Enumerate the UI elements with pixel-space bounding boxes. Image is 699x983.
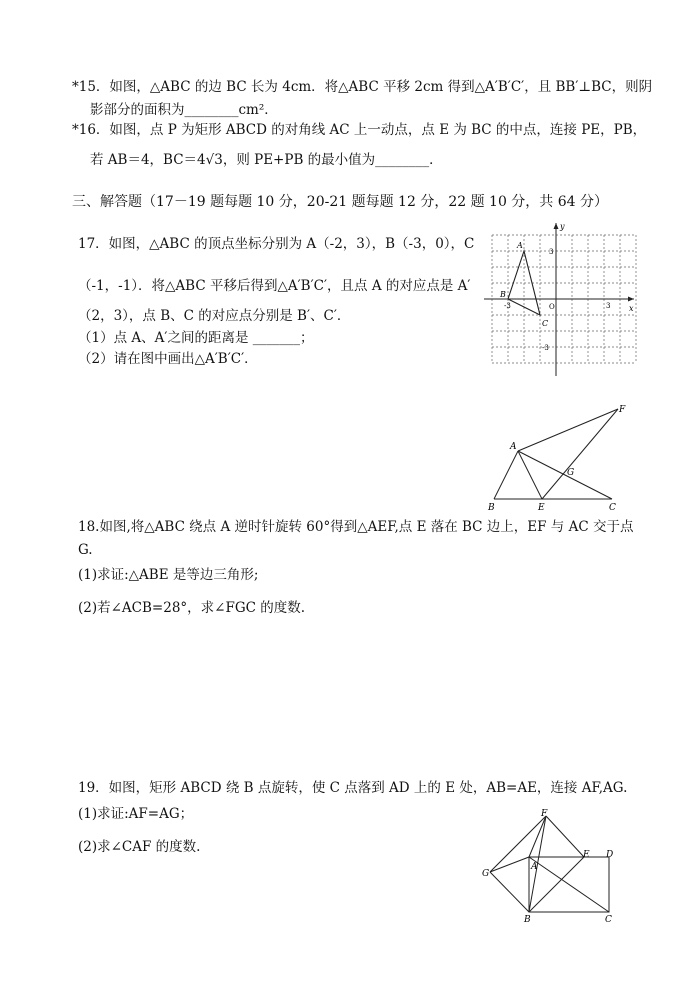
- q17-coordinate-grid-figure: [478, 218, 640, 378]
- segment-ga: [490, 857, 529, 872]
- q16-line2: 若 AB＝4，BC＝4√3，则 PE+PB 的最小值为________．: [90, 152, 443, 168]
- q19-line1: 19．如图，矩形 ABCD 绕 B 点旋转，使 C 点落到 AD 上的 E 处，AB=AE，连接 AF,AG.: [78, 780, 628, 796]
- label-a: A: [517, 241, 523, 250]
- y-axis-arrow: [554, 223, 559, 229]
- q16-line1: *16．如图，点 P 为矩形 ABCD 的对角线 AC 上一动点，点 E 为 BC 的中点，连接 PE，PB，: [72, 122, 647, 138]
- label-a: A: [531, 862, 538, 872]
- segment-fe: [546, 816, 584, 857]
- label-f: F: [619, 405, 626, 415]
- tick-x-3: 3: [606, 302, 611, 310]
- q18-rotation-figure: [480, 400, 630, 512]
- q17-line2: （-1，-1）．将△ABC 平移后得到△A′B′C′，且点 A 的对应点是 A′: [78, 278, 471, 294]
- q18-line1: 18.如图,将△ABC 绕点 A 逆时针旋转 60°得到△AEF,点 E 落在 BC 边上，EF 与 AC 交于点: [78, 519, 634, 535]
- label-g: G: [482, 869, 490, 879]
- q17-line3: （2，3），点 B、C 的对应点分别是 B′、C′．: [78, 308, 351, 324]
- label-b: B: [500, 290, 506, 299]
- label-g: G: [567, 468, 575, 478]
- segment-ab: [494, 451, 518, 499]
- segment-ef: [542, 409, 618, 499]
- label-e: E: [583, 850, 590, 860]
- segment-af: [518, 409, 618, 451]
- label-c: C: [605, 915, 612, 923]
- q17-part1: （1）点 A、A′之间的距离是 _______；: [78, 330, 314, 346]
- q18-part2: (2)若∠ACB=28°，求∠FGC 的度数.: [78, 600, 306, 616]
- q19-part1: (1)求证:AF=AG；: [78, 806, 194, 822]
- y-axis-label: y: [560, 222, 565, 231]
- origin-label: O: [549, 303, 555, 311]
- label-c: C: [609, 503, 616, 512]
- q17-line1: 17．如图，△ABC 的顶点坐标分别为 A（-2，3），B（-3，0），C: [78, 236, 475, 252]
- label-c: C: [542, 319, 549, 328]
- tick-y-3: 3: [549, 248, 554, 256]
- label-e: E: [538, 503, 545, 512]
- label-a: A: [510, 442, 517, 452]
- tick-y-neg3: -3: [542, 344, 549, 352]
- label-b: B: [524, 915, 531, 923]
- q18-line2: G.: [78, 542, 93, 558]
- x-axis-arrow: [628, 297, 634, 302]
- q15-line2: 影部分的面积为________cm²．: [90, 102, 278, 118]
- label-d: D: [606, 850, 614, 860]
- label-b: B: [488, 503, 495, 512]
- q19-part2: (2)求∠CAF 的度数.: [78, 839, 201, 855]
- q18-part1: (1)求证:△ABE 是等边三角形;: [78, 567, 259, 583]
- q19-rectangle-rotation-figure: [480, 808, 620, 923]
- tick-x-neg3: -3: [504, 302, 511, 310]
- section-heading: 三、解答题（17－19 题每题 10 分，20-21 题每题 12 分，22 题 10 分，共 64 分）: [72, 194, 609, 210]
- segment-bg: [490, 872, 529, 912]
- q15-line1: *15．如图，△ABC 的边 BC 长为 4cm．将△ABC 平移 2cm 得到△A′B′C′，且 BB′⊥BC，则阴: [72, 79, 653, 95]
- segment-af: [529, 816, 546, 857]
- x-axis-label: x: [629, 304, 634, 313]
- q17-part2: （2）请在图中画出△A′B′C′．: [78, 351, 258, 367]
- label-f: F: [541, 809, 548, 819]
- segment-ac: [518, 451, 612, 499]
- segment-ae: [518, 451, 542, 499]
- segment-ac: [529, 857, 609, 912]
